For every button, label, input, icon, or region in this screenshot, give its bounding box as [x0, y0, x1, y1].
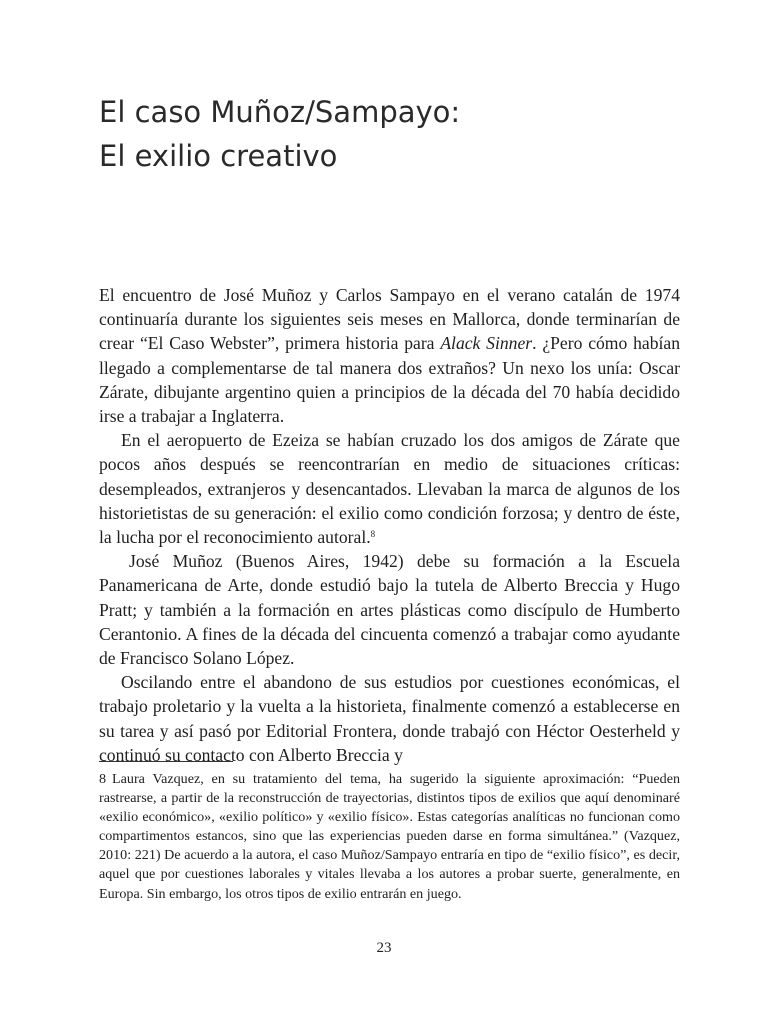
footnote-number: 8	[99, 771, 107, 787]
paragraph-1-italic-title: Alack Sinner	[440, 333, 533, 354]
footnote-reference: 8	[370, 529, 376, 540]
paragraph-1-part-b: . ¿Pero cómo habían llegado a complementarse de tal manera dos extraños? Un nexo los unía: Oscar Zárate, dibujante argentino quien a principios de la década del 70 había decidido irse a trabajar a Inglaterra.	[99, 333, 680, 427]
paragraph-3-text: José Muñoz (Buenos Aires, 1942) debe su formación a la Escuela Panamericana de Arte, donde estudió bajo la tutela de Alberto Breccia y Hugo Pratt; y también a la formación en artes plásticas como discípulo de Humberto Cerantonio. A fines de la década del cincuenta comenzó a trabajar como ayudante de Francisco Solano López.	[99, 551, 680, 669]
paragraph-3	[99, 549, 680, 670]
paragraph-2	[99, 428, 680, 549]
chapter-title-line-2: El exilio creativo	[99, 139, 338, 173]
paragraph-2-text: En el aeropuerto de Ezeiza se habían cruzado los dos amigos de Zárate que pocos años después se reencontrarían en medio de situaciones críticas: desempleados, extranjeros y desencantados. Llevaban la marca de algunos de los historietistas de su generación: el exilio como condición forzosa; y dentro de éste, la lucha por el reconocimiento autoral.	[99, 430, 680, 548]
paragraph-4-text: Oscilando entre el abandono de sus estudios por cuestiones económicas, el trabajo proletario y la vuelta a la historieta, finalmente comenzó a establecerse en su tarea y así pasó por Editorial Frontera, donde trabajó con Héctor Oesterheld y continuó su contacto con Alberto Breccia y	[99, 672, 680, 765]
chapter-title-line-1: El caso Muñoz/Sampayo:	[99, 95, 461, 129]
footnote-text: Laura Vazquez, en su tratamiento del tema, ha sugerido la siguiente aproximación: “Pueden rastrearse, a partir de la reconstrucción de trayectorias, distintos tipos de exilios que aquí denominaré «exilio económico», «exilio político» y «exilio físico». Estas categorías analíticas no funcionan como compartimentos estancos, sino que las experiencias pueden darse en forma simultánea.” (Vazquez, 2010: 221) De acuerdo a la autora, el caso Muñoz/Sampayo entraría en tipo de “exilio físico”, es decir, aquel que por cuestiones laborales y vitales llevaba a los autores a probar suerte, generalmente, en Europa. Sin embargo, los otros tipos de exilio entrarán en juego.	[99, 771, 680, 902]
body-text	[99, 283, 680, 767]
paragraph-1	[99, 283, 680, 428]
footnote	[99, 770, 680, 904]
footnote-divider	[99, 761, 233, 762]
paragraph-4	[99, 670, 680, 767]
paragraph-1-part-a: El encuentro de José Muñoz y Carlos Sampayo en el verano catalán de 1974 continuaría durante los siguientes seis meses en Mallorca, donde terminarían de crear “El Caso Webster”, primera historia para	[99, 285, 680, 354]
page-number: 23	[376, 940, 392, 956]
chapter-title	[99, 90, 699, 178]
